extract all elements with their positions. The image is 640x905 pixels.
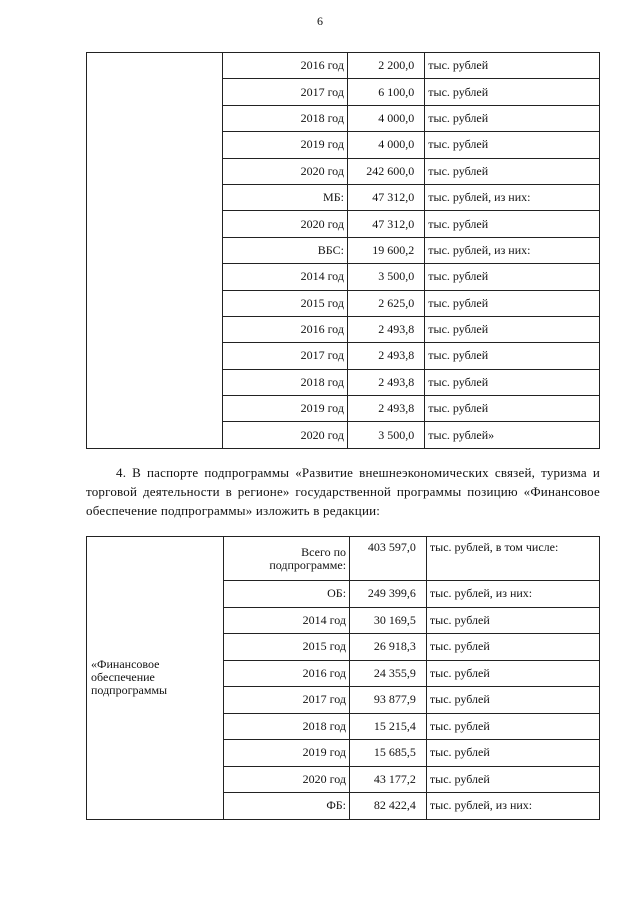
row-unit: тыс. рублей <box>426 713 599 740</box>
row-value: 19 600,2 <box>347 237 424 263</box>
row-unit: тыс. рублей <box>426 660 599 687</box>
row-label: 2019 год <box>222 396 347 422</box>
row-label: 2020 год <box>222 211 347 237</box>
row-value: 3 500,0 <box>347 264 424 290</box>
row-value: 24 355,9 <box>350 660 427 687</box>
row-label: 2016 год <box>224 660 350 687</box>
table-row <box>87 53 600 79</box>
row-value: 30 169,5 <box>350 607 427 634</box>
row-label: 2019 год <box>222 132 347 158</box>
row-label: 2019 год <box>224 740 350 767</box>
row-value: 4 000,0 <box>347 132 424 158</box>
row-unit: тыс. рублей, из них: <box>425 184 600 210</box>
row-unit: тыс. рублей, из них: <box>425 237 600 263</box>
row-label: 2014 год <box>224 607 350 634</box>
row-value: 242 600,0 <box>347 158 424 184</box>
row-unit: тыс. рублей <box>425 369 600 395</box>
page-number: 6 <box>317 14 323 28</box>
row-label: 2017 год <box>224 687 350 714</box>
row-value: 249 399,6 <box>350 581 427 608</box>
row-unit: тыс. рублей <box>425 343 600 369</box>
row-unit: тыс. рублей <box>425 396 600 422</box>
row-value: 3 500,0 <box>347 422 424 448</box>
section-label-cell <box>87 53 223 449</box>
row-label: 2015 год <box>222 290 347 316</box>
row-value: 26 918,3 <box>350 634 427 661</box>
row-value: 15 215,4 <box>350 713 427 740</box>
row-unit: тыс. рублей <box>425 132 600 158</box>
row-value: 47 312,0 <box>347 211 424 237</box>
section-label-cell: «Финансовое обеспечение подпрограммы <box>87 537 224 820</box>
funding-table-continued <box>86 52 600 449</box>
row-value: 4 000,0 <box>347 105 424 131</box>
row-value: 43 177,2 <box>350 766 427 793</box>
row-label: 2018 год <box>224 713 350 740</box>
row-label: ОБ: <box>224 581 350 608</box>
row-label: 2016 год <box>222 53 347 79</box>
row-unit: тыс. рублей <box>426 634 599 661</box>
row-value: 82 422,4 <box>350 793 427 820</box>
row-label: 2018 год <box>222 369 347 395</box>
row-value: 2 200,0 <box>347 53 424 79</box>
row-label: 2016 год <box>222 316 347 342</box>
row-label: 2017 год <box>222 343 347 369</box>
row-unit: тыс. рублей, из них: <box>426 793 599 820</box>
row-value: 93 877,9 <box>350 687 427 714</box>
row-value: 2 493,8 <box>347 396 424 422</box>
row-label: 2015 год <box>224 634 350 661</box>
row-unit: тыс. рублей <box>426 687 599 714</box>
funding-table-subprogram <box>86 536 600 820</box>
row-unit: тыс. рублей <box>425 211 600 237</box>
row-value: 6 100,0 <box>347 79 424 105</box>
row-value: 47 312,0 <box>347 184 424 210</box>
row-value: 2 493,8 <box>347 343 424 369</box>
row-value: 2 625,0 <box>347 290 424 316</box>
row-unit: тыс. рублей <box>426 740 599 767</box>
row-unit: тыс. рублей, из них: <box>426 581 599 608</box>
row-unit: тыс. рублей <box>426 607 599 634</box>
row-unit: тыс. рублей <box>425 158 600 184</box>
amendment-paragraph: 4. В паспорте подпрограммы «Развитие внешнеэкономических связей, туризма и торговой деятельности в регионе» государственной программы позицию «Финансовое обеспечение подпрограммы» изложить в редакции: <box>86 465 600 518</box>
row-label: ФБ: <box>224 793 350 820</box>
row-unit: тыс. рублей <box>425 316 600 342</box>
row-unit: тыс. рублей <box>425 105 600 131</box>
row-value: 2 493,8 <box>347 369 424 395</box>
row-label: 2017 год <box>222 79 347 105</box>
row-unit: тыс. рублей <box>426 766 599 793</box>
row-value: 2 493,8 <box>347 316 424 342</box>
row-unit: тыс. рублей <box>425 53 600 79</box>
row-label: 2020 год <box>224 766 350 793</box>
row-label: 2018 год <box>222 105 347 131</box>
row-unit: тыс. рублей <box>425 79 600 105</box>
row-label: 2014 год <box>222 264 347 290</box>
row-label: МБ: <box>222 184 347 210</box>
row-unit: тыс. рублей, в том числе: <box>426 537 599 581</box>
table-row <box>87 537 600 581</box>
row-unit: тыс. рублей» <box>425 422 600 448</box>
row-value: 15 685,5 <box>350 740 427 767</box>
row-unit: тыс. рублей <box>425 290 600 316</box>
row-label: Всего по подпрограмме: <box>224 537 350 581</box>
row-unit: тыс. рублей <box>425 264 600 290</box>
row-label: 2020 год <box>222 422 347 448</box>
row-label: ВБС: <box>222 237 347 263</box>
row-label: 2020 год <box>222 158 347 184</box>
row-value: 403 597,0 <box>350 537 427 581</box>
